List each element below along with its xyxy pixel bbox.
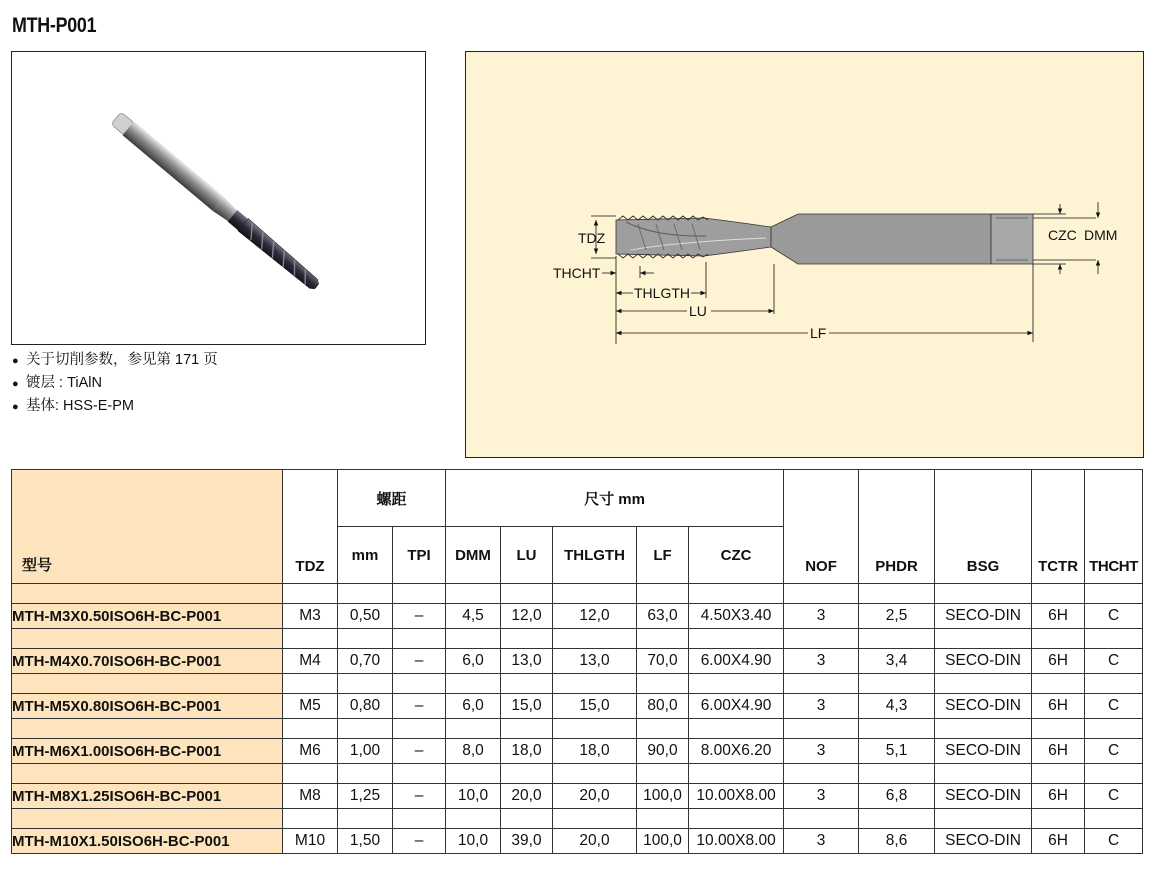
- cell-thlgth: 18,0: [553, 739, 637, 764]
- cell-lf: 70,0: [637, 649, 689, 674]
- spacer-cell: [393, 584, 446, 604]
- spacer-cell: [1032, 719, 1085, 739]
- spacer-cell: [446, 674, 501, 694]
- spacer-row: [12, 809, 1143, 829]
- cell-model: MTH-M5X0.80ISO6H-BC-P001: [12, 694, 283, 719]
- cell-mm: 1,50: [338, 829, 393, 854]
- spacer-cell: [1032, 584, 1085, 604]
- table-row: [12, 739, 1143, 764]
- spacer-cell: [859, 809, 935, 829]
- spacer-cell: [393, 764, 446, 784]
- spacer-cell: [446, 809, 501, 829]
- cell-thlgth: 20,0: [553, 829, 637, 854]
- cell-lf: 63,0: [637, 604, 689, 629]
- spacer-cell: [784, 629, 859, 649]
- spacer-cell: [12, 584, 283, 604]
- spacer-cell: [393, 674, 446, 694]
- cell-nof: 3: [784, 739, 859, 764]
- cell-lf: 100,0: [637, 784, 689, 809]
- cell-lf: 90,0: [637, 739, 689, 764]
- col-lf: LF: [637, 527, 689, 584]
- cell-tdz: M8: [283, 784, 338, 809]
- cell-thcht: C: [1085, 604, 1143, 629]
- cell-nof: 3: [784, 649, 859, 674]
- spacer-cell: [689, 629, 784, 649]
- cell-czc: 10.00X8.00: [689, 829, 784, 854]
- spacer-cell: [1085, 629, 1143, 649]
- cell-mm: 1,00: [338, 739, 393, 764]
- cell-tdz: M3: [283, 604, 338, 629]
- cell-tpi: –: [393, 739, 446, 764]
- spacer-cell: [935, 719, 1032, 739]
- cell-model: MTH-M10X1.50ISO6H-BC-P001: [12, 829, 283, 854]
- spacer-cell: [689, 809, 784, 829]
- spacer-cell: [283, 719, 338, 739]
- spacer-cell: [446, 584, 501, 604]
- spacer-cell: [1032, 629, 1085, 649]
- col-phdr: PHDR: [859, 470, 935, 584]
- spacer-cell: [338, 764, 393, 784]
- spacer-cell: [553, 809, 637, 829]
- spacer-cell: [859, 584, 935, 604]
- technical-drawing: [465, 51, 1144, 458]
- col-model: 型号: [12, 470, 283, 584]
- spacer-cell: [501, 674, 553, 694]
- cell-thcht: C: [1085, 739, 1143, 764]
- spacer-cell: [283, 809, 338, 829]
- cell-thlgth: 15,0: [553, 694, 637, 719]
- cell-phdr: 6,8: [859, 784, 935, 809]
- product-notes: [12, 349, 218, 418]
- spacer-cell: [859, 764, 935, 784]
- cell-thcht: C: [1085, 649, 1143, 674]
- cell-model: MTH-M4X0.70ISO6H-BC-P001: [12, 649, 283, 674]
- cell-bsg: SECO-DIN: [935, 829, 1032, 854]
- cell-mm: 0,50: [338, 604, 393, 629]
- table-row: [12, 784, 1143, 809]
- spacer-cell: [935, 674, 1032, 694]
- spacer-cell: [637, 629, 689, 649]
- spacer-cell: [12, 764, 283, 784]
- spacer-cell: [1085, 584, 1143, 604]
- note-cutting-data: ● 关于切削参数，参见第 171 页: [12, 352, 218, 368]
- spacer-cell: [935, 764, 1032, 784]
- cell-czc: 8.00X6.20: [689, 739, 784, 764]
- cell-lf: 80,0: [637, 694, 689, 719]
- cell-bsg: SECO-DIN: [935, 739, 1032, 764]
- cell-phdr: 3,4: [859, 649, 935, 674]
- cell-mm: 0,80: [338, 694, 393, 719]
- spacer-cell: [338, 719, 393, 739]
- col-dmm: DMM: [446, 527, 501, 584]
- spacer-cell: [784, 719, 859, 739]
- product-photo: [11, 51, 426, 345]
- label-thcht: THCHT: [553, 265, 601, 281]
- note-coating: ● 镀层 : TiAlN: [12, 375, 102, 391]
- cell-thlgth: 13,0: [553, 649, 637, 674]
- cell-lu: 13,0: [501, 649, 553, 674]
- spacer-cell: [1032, 809, 1085, 829]
- cell-bsg: SECO-DIN: [935, 604, 1032, 629]
- cell-dmm: 10,0: [446, 784, 501, 809]
- spacer-cell: [859, 719, 935, 739]
- cell-dmm: 8,0: [446, 739, 501, 764]
- spacer-cell: [393, 809, 446, 829]
- spacer-cell: [637, 584, 689, 604]
- spacer-cell: [784, 584, 859, 604]
- spacer-cell: [935, 584, 1032, 604]
- cell-tdz: M4: [283, 649, 338, 674]
- label-dmm: DMM: [1084, 227, 1118, 243]
- spacer-cell: [935, 629, 1032, 649]
- cell-model: MTH-M3X0.50ISO6H-BC-P001: [12, 604, 283, 629]
- cell-thcht: C: [1085, 694, 1143, 719]
- spacer-cell: [1032, 674, 1085, 694]
- cell-tctr: 6H: [1032, 694, 1085, 719]
- cell-dmm: 4,5: [446, 604, 501, 629]
- cell-phdr: 5,1: [859, 739, 935, 764]
- col-nof: NOF: [784, 470, 859, 584]
- cell-dmm: 6,0: [446, 694, 501, 719]
- spacer-cell: [338, 629, 393, 649]
- col-thcht: THCHT: [1085, 470, 1143, 584]
- table-row: [12, 604, 1143, 629]
- cell-lu: 18,0: [501, 739, 553, 764]
- cell-czc: 4.50X3.40: [689, 604, 784, 629]
- col-mm: mm: [338, 527, 393, 584]
- spacer-cell: [553, 719, 637, 739]
- label-tdz: TDZ: [578, 230, 606, 246]
- group-pitch: 螺距: [338, 470, 446, 527]
- cell-thcht: C: [1085, 829, 1143, 854]
- spacer-cell: [12, 629, 283, 649]
- cell-czc: 6.00X4.90: [689, 649, 784, 674]
- spacer-cell: [501, 719, 553, 739]
- spacer-cell: [553, 629, 637, 649]
- cell-nof: 3: [784, 829, 859, 854]
- cell-phdr: 2,5: [859, 604, 935, 629]
- col-bsg: BSG: [935, 470, 1032, 584]
- spacer-cell: [1085, 674, 1143, 694]
- spacer-cell: [1085, 809, 1143, 829]
- spacer-cell: [393, 629, 446, 649]
- note-substrate: ● 基体: HSS-E-PM: [12, 398, 134, 414]
- spacer-cell: [1085, 764, 1143, 784]
- spacer-cell: [12, 674, 283, 694]
- spacer-cell: [338, 674, 393, 694]
- spacer-cell: [393, 719, 446, 739]
- spacer-cell: [446, 629, 501, 649]
- cell-model: MTH-M8X1.25ISO6H-BC-P001: [12, 784, 283, 809]
- col-czc: CZC: [689, 527, 784, 584]
- label-lu: LU: [689, 303, 707, 319]
- cell-nof: 3: [784, 604, 859, 629]
- spacer-cell: [283, 674, 338, 694]
- spacer-cell: [689, 584, 784, 604]
- cell-bsg: SECO-DIN: [935, 694, 1032, 719]
- cell-mm: 0,70: [338, 649, 393, 674]
- cell-tctr: 6H: [1032, 604, 1085, 629]
- spacer-row: [12, 719, 1143, 739]
- spacer-cell: [637, 809, 689, 829]
- group-size: 尺寸 mm: [446, 470, 784, 527]
- label-thlgth: THLGTH: [634, 285, 690, 301]
- label-lf: LF: [810, 325, 827, 341]
- spacer-row: [12, 629, 1143, 649]
- table-row: [12, 649, 1143, 674]
- spacer-cell: [501, 584, 553, 604]
- cell-dmm: 10,0: [446, 829, 501, 854]
- table-row: [12, 829, 1143, 854]
- cell-thlgth: 20,0: [553, 784, 637, 809]
- cell-nof: 3: [784, 784, 859, 809]
- spacer-cell: [689, 764, 784, 784]
- cell-phdr: 8,6: [859, 829, 935, 854]
- table-row: [12, 694, 1143, 719]
- cell-tpi: –: [393, 694, 446, 719]
- tap-photo-illustration: [12, 52, 425, 344]
- spacer-cell: [501, 764, 553, 784]
- spacer-cell: [12, 809, 283, 829]
- spacer-cell: [859, 629, 935, 649]
- cell-czc: 6.00X4.90: [689, 694, 784, 719]
- table-body: [12, 584, 1143, 854]
- spacer-cell: [446, 764, 501, 784]
- cell-tctr: 6H: [1032, 784, 1085, 809]
- spacer-cell: [338, 809, 393, 829]
- cell-tdz: M6: [283, 739, 338, 764]
- cell-lf: 100,0: [637, 829, 689, 854]
- spacer-cell: [501, 809, 553, 829]
- spacer-cell: [553, 674, 637, 694]
- spacer-cell: [553, 584, 637, 604]
- spacer-cell: [446, 719, 501, 739]
- spacer-cell: [338, 584, 393, 604]
- product-title: MTH-P001: [12, 14, 97, 37]
- cell-model: MTH-M6X1.00ISO6H-BC-P001: [12, 739, 283, 764]
- spacer-cell: [689, 719, 784, 739]
- cell-tpi: –: [393, 829, 446, 854]
- spacer-cell: [689, 674, 784, 694]
- spacer-cell: [637, 764, 689, 784]
- spacer-cell: [784, 674, 859, 694]
- col-tctr: TCTR: [1032, 470, 1085, 584]
- cell-dmm: 6,0: [446, 649, 501, 674]
- spacer-row: [12, 764, 1143, 784]
- spacer-cell: [283, 629, 338, 649]
- spacer-cell: [283, 584, 338, 604]
- cell-mm: 1,25: [338, 784, 393, 809]
- spacer-cell: [12, 719, 283, 739]
- cell-lu: 12,0: [501, 604, 553, 629]
- label-czc: CZC: [1048, 227, 1077, 243]
- cell-tdz: M10: [283, 829, 338, 854]
- cell-bsg: SECO-DIN: [935, 784, 1032, 809]
- col-thlgth: THLGTH: [553, 527, 637, 584]
- spacer-cell: [859, 674, 935, 694]
- col-tdz: TDZ: [283, 470, 338, 584]
- cell-lu: 20,0: [501, 784, 553, 809]
- spacer-cell: [1085, 719, 1143, 739]
- cell-bsg: SECO-DIN: [935, 649, 1032, 674]
- spacer-cell: [784, 764, 859, 784]
- cell-tctr: 6H: [1032, 829, 1085, 854]
- cell-tctr: 6H: [1032, 739, 1085, 764]
- cell-lu: 15,0: [501, 694, 553, 719]
- cell-thcht: C: [1085, 784, 1143, 809]
- cell-tctr: 6H: [1032, 649, 1085, 674]
- cell-tpi: –: [393, 784, 446, 809]
- spacer-row: [12, 674, 1143, 694]
- spacer-cell: [501, 629, 553, 649]
- cell-lu: 39,0: [501, 829, 553, 854]
- cell-czc: 10.00X8.00: [689, 784, 784, 809]
- header-row-top: [12, 470, 1143, 527]
- cell-tpi: –: [393, 604, 446, 629]
- cell-phdr: 4,3: [859, 694, 935, 719]
- cell-nof: 3: [784, 694, 859, 719]
- spacer-cell: [935, 809, 1032, 829]
- cell-tpi: –: [393, 649, 446, 674]
- spacer-cell: [1032, 764, 1085, 784]
- spacer-cell: [637, 674, 689, 694]
- spacer-cell: [553, 764, 637, 784]
- spacer-cell: [784, 809, 859, 829]
- spacer-row: [12, 584, 1143, 604]
- specification-table: [11, 469, 1143, 854]
- tap-dimension-drawing: [466, 52, 1143, 457]
- col-tpi: TPI: [393, 527, 446, 584]
- cell-thlgth: 12,0: [553, 604, 637, 629]
- spacer-cell: [283, 764, 338, 784]
- spacer-cell: [637, 719, 689, 739]
- cell-tdz: M5: [283, 694, 338, 719]
- col-lu: LU: [501, 527, 553, 584]
